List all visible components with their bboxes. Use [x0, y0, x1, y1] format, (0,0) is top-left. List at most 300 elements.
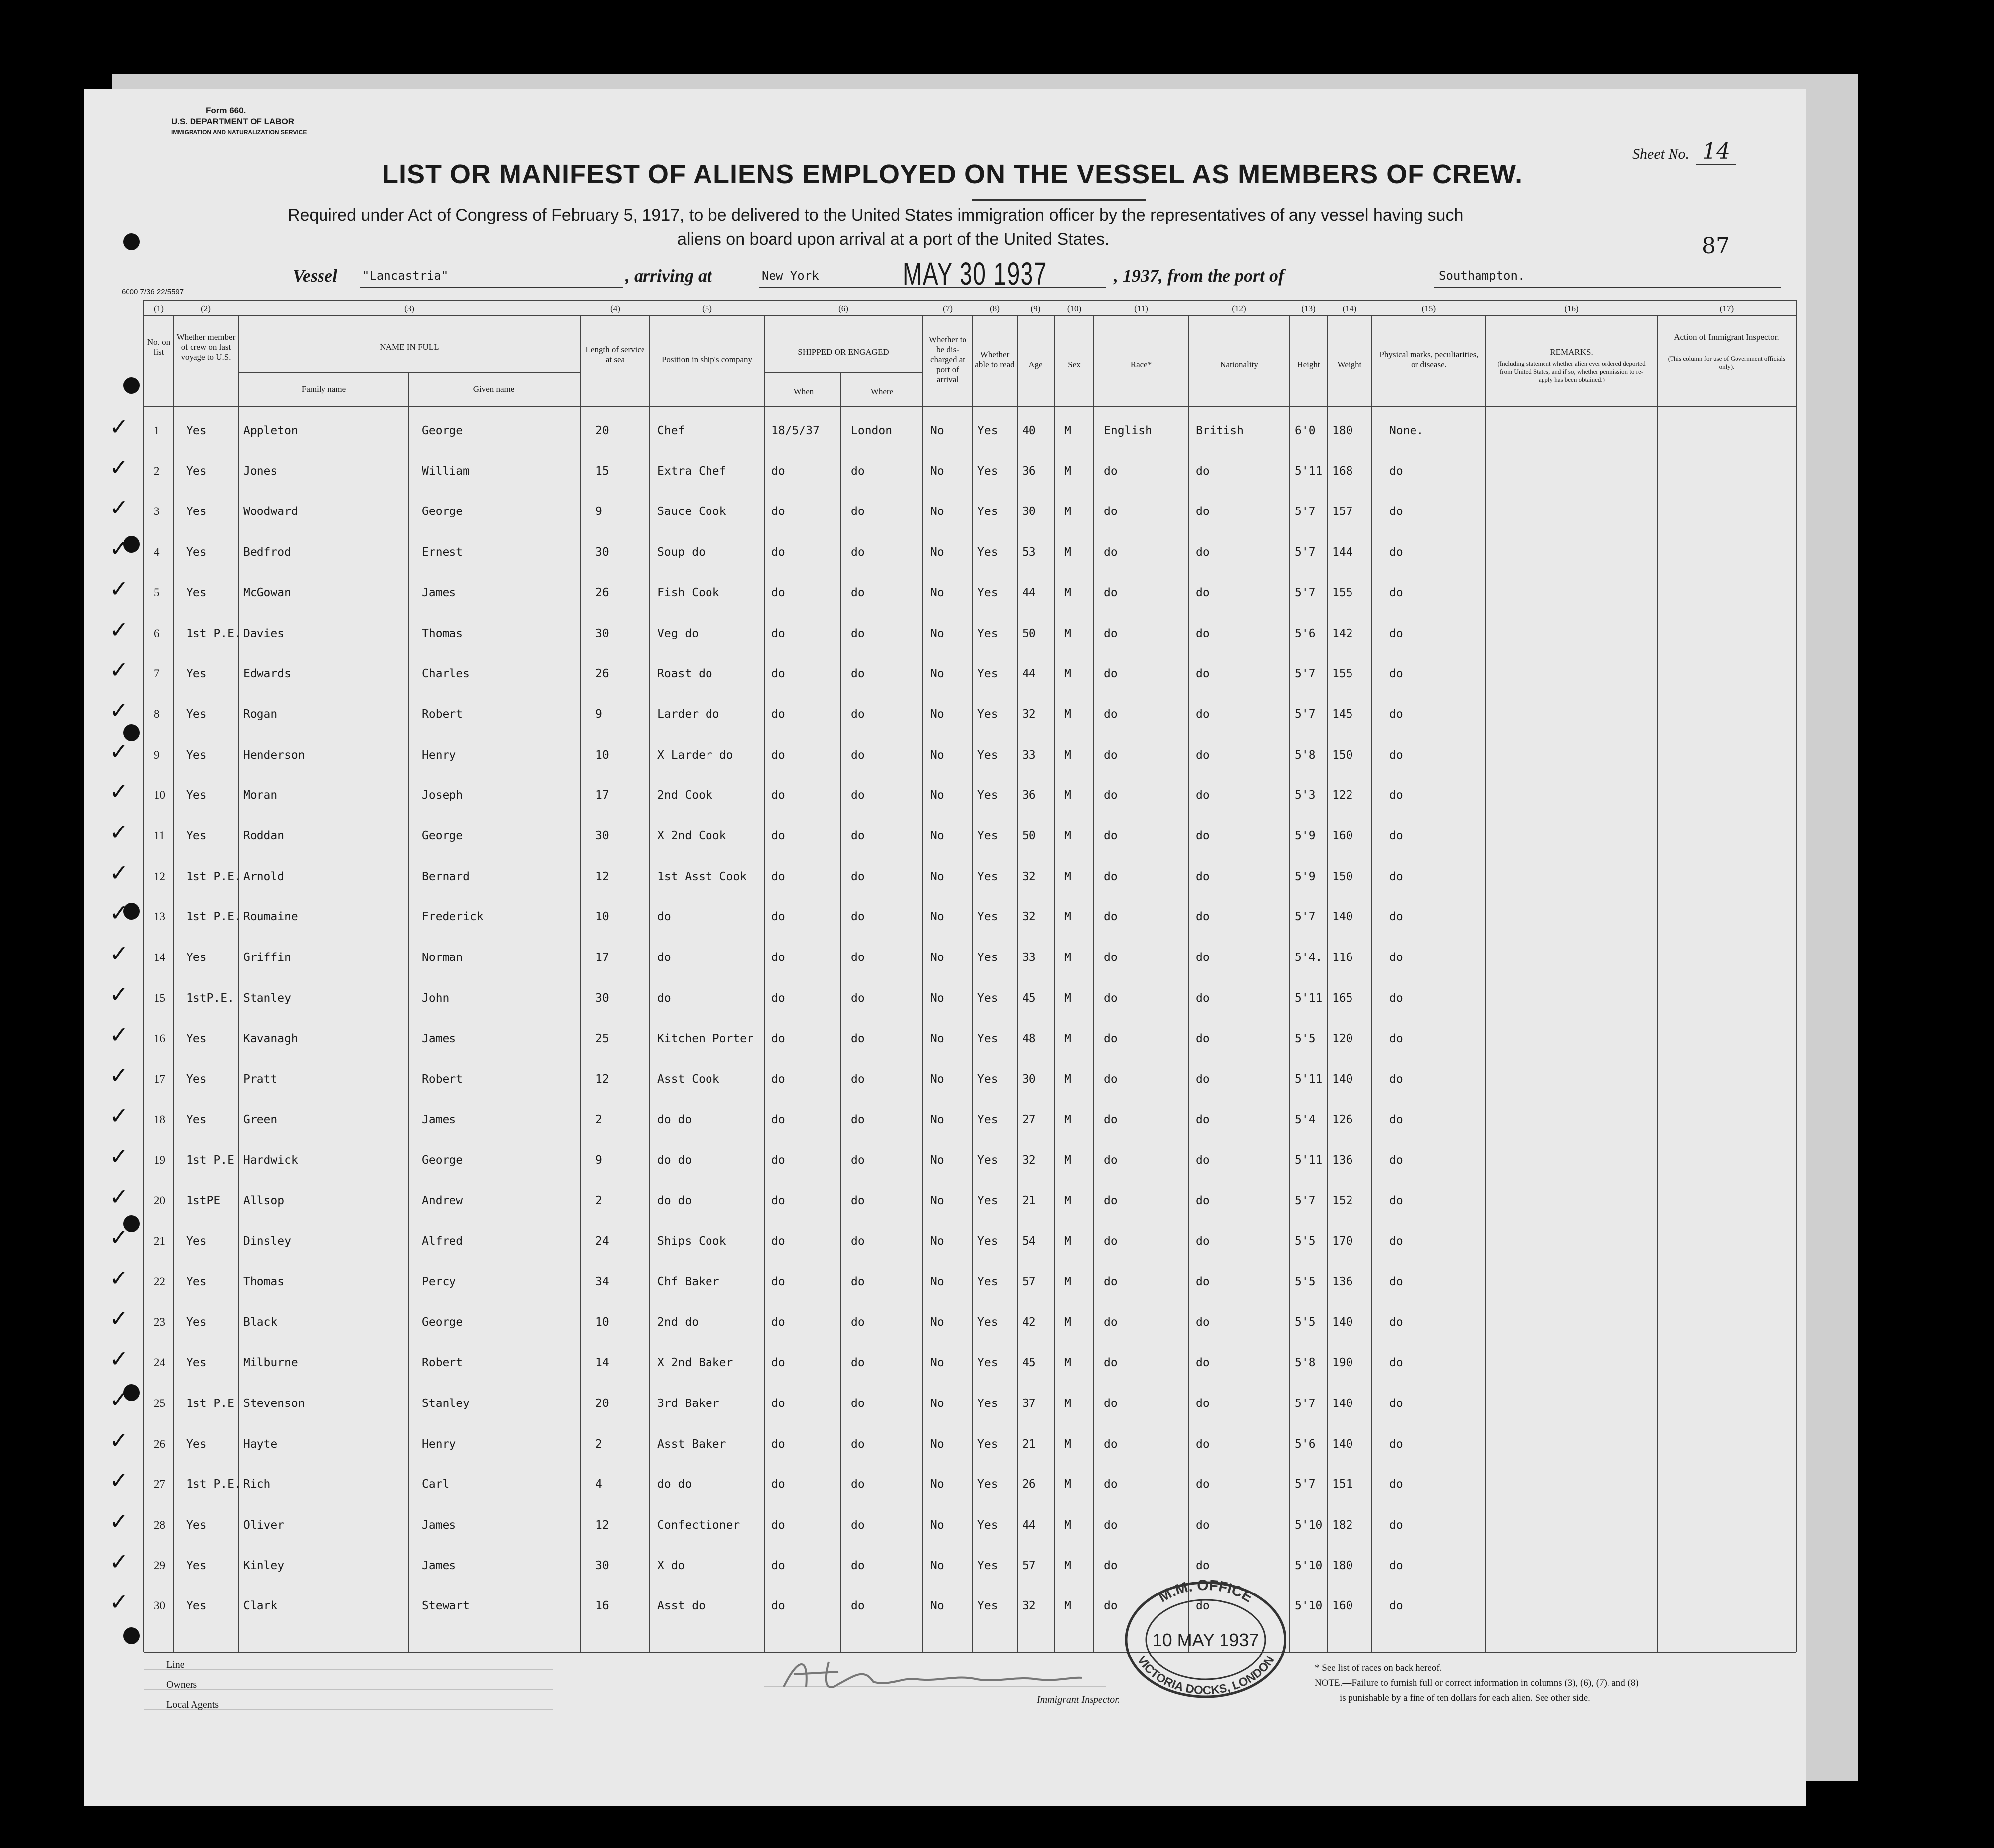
member-cell: Yes: [186, 465, 207, 478]
position-cell: X 2nd Baker: [657, 1356, 733, 1369]
nationality-cell: do: [1196, 1438, 1210, 1451]
able-to-read-cell: Yes: [977, 910, 998, 923]
able-to-read-cell: Yes: [977, 1113, 998, 1126]
age-cell: 36: [1022, 789, 1036, 802]
able-to-read-cell: Yes: [977, 1275, 998, 1288]
service-length-cell: 30: [595, 546, 609, 559]
weight-cell: 150: [1332, 870, 1353, 883]
sex-cell: M: [1064, 870, 1071, 883]
weight-cell: 155: [1332, 586, 1353, 599]
discharge-cell: No: [930, 1154, 944, 1167]
column-number: (16): [1564, 304, 1579, 313]
height-cell: 5'7: [1295, 1478, 1316, 1491]
header-family-name: Family name: [301, 384, 346, 394]
service-length-cell: 4: [595, 1478, 602, 1491]
age-cell: 32: [1022, 708, 1036, 721]
check-mark-icon: ✓: [109, 1102, 129, 1129]
shipped-where-cell: London: [851, 424, 893, 437]
check-mark-icon: ✓: [109, 494, 129, 521]
form-number: Form 660.: [206, 106, 246, 115]
header-shipped-engaged: SHIPPED OR ENGAGED: [798, 347, 889, 357]
member-cell: Yes: [186, 1275, 207, 1288]
discharge-cell: No: [930, 1356, 944, 1369]
member-cell: Yes: [186, 1113, 207, 1126]
given-name-cell: Andrew: [422, 1194, 463, 1207]
service-length-cell: 24: [595, 1235, 609, 1248]
nationality-cell: do: [1196, 1519, 1210, 1531]
service-length-cell: 12: [595, 1073, 609, 1085]
physical-marks-cell: do: [1389, 1559, 1403, 1572]
age-cell: 48: [1022, 1032, 1036, 1045]
penalty-note: NOTE.—Failure to furnish full or correct information in columns (3), (6), (7), and (8): [1315, 1678, 1639, 1688]
service-length-cell: 26: [595, 667, 609, 680]
position-cell: X Larder do: [657, 749, 733, 762]
family-name-cell: Kavanagh: [243, 1032, 298, 1045]
height-cell: 5'7: [1295, 1194, 1316, 1207]
member-cell: 1st P.E.: [186, 627, 241, 640]
row-number: 19: [154, 1154, 165, 1166]
discharge-cell: No: [930, 1559, 944, 1572]
header-name-in-full: NAME IN FULL: [380, 342, 439, 352]
member-cell: Yes: [186, 1559, 207, 1572]
sex-cell: M: [1064, 627, 1071, 640]
discharge-cell: No: [930, 708, 944, 721]
position-cell: 3rd Baker: [657, 1397, 719, 1410]
discharge-cell: No: [930, 1599, 944, 1612]
height-cell: 5'11: [1295, 1073, 1323, 1085]
physical-marks-cell: do: [1389, 910, 1403, 923]
shipped-where-cell: do: [851, 829, 865, 842]
position-cell: Roast do: [657, 667, 712, 680]
check-mark-icon: ✓: [109, 1183, 129, 1210]
age-cell: 30: [1022, 505, 1036, 518]
age-cell: 21: [1022, 1438, 1036, 1451]
given-name-cell: George: [422, 505, 463, 518]
service-length-cell: 17: [595, 951, 609, 964]
family-name-cell: Edwards: [243, 667, 291, 680]
shipped-where-cell: do: [851, 1438, 865, 1451]
able-to-read-cell: Yes: [977, 465, 998, 478]
discharge-cell: No: [930, 829, 944, 842]
sex-cell: M: [1064, 1275, 1071, 1288]
sex-cell: M: [1064, 1235, 1071, 1248]
shipped-where-cell: do: [851, 749, 865, 762]
age-cell: 32: [1022, 1154, 1036, 1167]
family-name-cell: Stevenson: [243, 1397, 305, 1410]
arriving-label: , arriving at: [625, 266, 712, 286]
discharge-cell: No: [930, 992, 944, 1005]
weight-cell: 170: [1332, 1235, 1353, 1248]
weight-cell: 144: [1332, 546, 1353, 559]
member-cell: 1stPE: [186, 1194, 221, 1207]
service-length-cell: 30: [595, 627, 609, 640]
check-mark-icon: ✓: [109, 1508, 129, 1534]
height-cell: 5'4.: [1295, 951, 1323, 964]
race-cell: do: [1104, 505, 1118, 518]
shipped-where-cell: do: [851, 992, 865, 1005]
row-number: 3: [154, 505, 160, 517]
shipped-where-cell: do: [851, 546, 865, 559]
race-cell: do: [1104, 708, 1118, 721]
service-length-cell: 34: [595, 1275, 609, 1288]
nationality-cell: do: [1196, 667, 1210, 680]
weight-cell: 151: [1332, 1478, 1353, 1491]
column-number: (8): [990, 304, 1000, 313]
able-to-read-cell: Yes: [977, 951, 998, 964]
family-name-cell: Roddan: [243, 829, 285, 842]
family-name-cell: Henderson: [243, 749, 305, 762]
row-number: 28: [154, 1519, 165, 1531]
row-number: 14: [154, 951, 165, 963]
nationality-cell: do: [1196, 1397, 1210, 1410]
age-cell: 57: [1022, 1275, 1036, 1288]
sex-cell: M: [1064, 546, 1071, 559]
sex-cell: M: [1064, 1032, 1071, 1045]
header-discharged: Whether to be dis-charged at port of arrival: [929, 335, 966, 384]
given-name-cell: William: [422, 465, 470, 478]
family-name-cell: Allsop: [243, 1194, 285, 1207]
sex-cell: M: [1064, 1113, 1071, 1126]
family-name-cell: Bedfrod: [243, 546, 291, 559]
position-cell: Chf Baker: [657, 1275, 719, 1288]
height-cell: 5'8: [1295, 749, 1316, 762]
age-cell: 27: [1022, 1113, 1036, 1126]
family-name-cell: Stanley: [243, 992, 291, 1005]
given-name-cell: Charles: [422, 667, 470, 680]
check-mark-icon: ✓: [109, 697, 129, 724]
race-note: * See list of races on back hereof.: [1315, 1663, 1442, 1673]
height-cell: 5'5: [1295, 1275, 1316, 1288]
physical-marks-cell: do: [1389, 1519, 1403, 1531]
column-number: (14): [1342, 304, 1357, 313]
service-length-cell: 2: [595, 1438, 602, 1451]
given-name-cell: Stanley: [422, 1397, 470, 1410]
shipped-where-cell: do: [851, 1235, 865, 1248]
check-mark-icon: ✓: [109, 1589, 129, 1615]
row-number: 2: [154, 465, 160, 477]
position-cell: Larder do: [657, 708, 719, 721]
given-name-cell: Henry: [422, 749, 456, 762]
check-mark-icon: ✓: [109, 1143, 129, 1170]
physical-marks-cell: do: [1389, 870, 1403, 883]
check-mark-icon: ✓: [109, 899, 129, 926]
able-to-read-cell: Yes: [977, 586, 998, 599]
family-name-cell: Clark: [243, 1599, 278, 1612]
check-mark-icon: ✓: [109, 1467, 129, 1494]
position-cell: do do: [657, 1478, 692, 1491]
weight-cell: 122: [1332, 789, 1353, 802]
shipped-when-cell: do: [772, 586, 785, 599]
age-cell: 45: [1022, 1356, 1036, 1369]
physical-marks-cell: do: [1389, 1397, 1403, 1410]
shipped-when-cell: do: [772, 1073, 785, 1085]
nationality-cell: do: [1196, 1316, 1210, 1329]
shipped-where-cell: do: [851, 505, 865, 518]
check-mark-icon: ✓: [109, 859, 129, 886]
given-name-cell: Frederick: [422, 910, 484, 923]
check-mark-icon: ✓: [109, 1265, 129, 1291]
shipped-where-cell: do: [851, 1073, 865, 1085]
able-to-read-cell: Yes: [977, 505, 998, 518]
member-cell: 1st P.E.: [186, 1478, 241, 1491]
shipped-where-cell: do: [851, 465, 865, 478]
race-cell: do: [1104, 627, 1118, 640]
shipped-where-cell: do: [851, 1113, 865, 1126]
row-number: 8: [154, 708, 160, 720]
position-cell: do do: [657, 1194, 692, 1207]
shipped-where-cell: do: [851, 1316, 865, 1329]
row-number: 24: [154, 1356, 165, 1369]
height-cell: 5'10: [1295, 1519, 1323, 1531]
race-cell: do: [1104, 1559, 1118, 1572]
physical-marks-cell: do: [1389, 1316, 1403, 1329]
sex-cell: M: [1064, 951, 1071, 964]
race-cell: do: [1104, 465, 1118, 478]
position-cell: Asst do: [657, 1599, 706, 1612]
able-to-read-cell: Yes: [977, 1397, 998, 1410]
able-to-read-cell: Yes: [977, 1519, 998, 1531]
inspector-signature: [779, 1652, 1087, 1697]
sex-cell: M: [1064, 586, 1071, 599]
discharge-cell: No: [930, 1397, 944, 1410]
physical-marks-cell: do: [1389, 505, 1403, 518]
shipped-when-cell: do: [772, 992, 785, 1005]
given-name-cell: James: [422, 1113, 456, 1126]
check-mark-icon: ✓: [109, 616, 129, 643]
physical-marks-cell: do: [1389, 667, 1403, 680]
position-cell: Veg do: [657, 627, 699, 640]
shipped-where-cell: do: [851, 1275, 865, 1288]
shipped-when-cell: do: [772, 465, 785, 478]
position-cell: do: [657, 992, 671, 1005]
discharge-cell: No: [930, 424, 944, 437]
service-length-cell: 30: [595, 992, 609, 1005]
member-cell: Yes: [186, 424, 207, 437]
member-cell: Yes: [186, 789, 207, 802]
mm-office-stamp: [1121, 1578, 1290, 1702]
shipped-where-cell: do: [851, 586, 865, 599]
family-name-cell: Rogan: [243, 708, 278, 721]
service-length-cell: 12: [595, 1519, 609, 1531]
check-mark-icon: ✓: [109, 1345, 129, 1372]
physical-marks-cell: None.: [1389, 424, 1424, 437]
physical-marks-cell: do: [1389, 708, 1403, 721]
check-mark-icon: ✓: [109, 778, 129, 805]
discharge-cell: No: [930, 1275, 944, 1288]
position-cell: do do: [657, 1154, 692, 1167]
race-cell: do: [1104, 1356, 1118, 1369]
sex-cell: M: [1064, 465, 1071, 478]
physical-marks-cell: do: [1389, 1073, 1403, 1085]
svg-text:M.M. OFFICE: [1156, 1578, 1256, 1606]
shipped-when-cell: do: [772, 505, 785, 518]
race-cell: do: [1104, 1275, 1118, 1288]
able-to-read-cell: Yes: [977, 708, 998, 721]
able-to-read-cell: Yes: [977, 789, 998, 802]
given-name-cell: Robert: [422, 1073, 463, 1085]
check-mark-icon: ✓: [109, 413, 129, 440]
race-cell: do: [1104, 1073, 1118, 1085]
race-cell: do: [1104, 1599, 1118, 1612]
able-to-read-cell: Yes: [977, 1032, 998, 1045]
member-cell: Yes: [186, 829, 207, 842]
shipped-where-cell: do: [851, 870, 865, 883]
family-name-cell: Woodward: [243, 505, 298, 518]
year-label: , 1937, from the port of: [1114, 266, 1285, 286]
able-to-read-cell: Yes: [977, 1154, 998, 1167]
race-cell: do: [1104, 829, 1118, 842]
height-cell: 5'7: [1295, 910, 1316, 923]
shipped-when-cell: do: [772, 1397, 785, 1410]
service-length-cell: 30: [595, 829, 609, 842]
nationality-cell: do: [1196, 789, 1210, 802]
svg-text:VICTORIA DOCKS, LONDON: [1135, 1654, 1277, 1697]
nationality-cell: do: [1196, 1478, 1210, 1491]
weight-cell: 126: [1332, 1113, 1353, 1126]
discharge-cell: No: [930, 870, 944, 883]
race-cell: do: [1104, 992, 1118, 1005]
given-name-cell: John: [422, 992, 450, 1005]
sex-cell: M: [1064, 789, 1071, 802]
race-cell: do: [1104, 1194, 1118, 1207]
service-length-cell: 10: [595, 1316, 609, 1329]
family-name-cell: Dinsley: [243, 1235, 291, 1248]
shipped-when-cell: do: [772, 1599, 785, 1612]
check-mark-icon: ✓: [109, 981, 129, 1008]
departure-port: Southampton.: [1439, 269, 1525, 283]
stamp-bottom-text: VICTORIA DOCKS, LONDON: [1134, 1654, 1277, 1698]
age-cell: 57: [1022, 1559, 1036, 1572]
given-name-cell: James: [422, 1559, 456, 1572]
family-name-cell: Thomas: [243, 1275, 285, 1288]
check-mark-icon: ✓: [109, 1224, 129, 1251]
shipped-where-cell: do: [851, 1356, 865, 1369]
weight-cell: 142: [1332, 627, 1353, 640]
discharge-cell: No: [930, 586, 944, 599]
column-number: (15): [1421, 304, 1436, 313]
owners-label: Owners: [166, 1679, 197, 1690]
line-label: Line: [166, 1659, 185, 1670]
discharge-cell: No: [930, 667, 944, 680]
member-cell: 1st P.E.: [186, 910, 241, 923]
column-number: (13): [1301, 304, 1316, 313]
sex-cell: M: [1064, 1356, 1071, 1369]
race-cell: do: [1104, 1113, 1118, 1126]
family-name-cell: Arnold: [243, 870, 285, 883]
weight-cell: 150: [1332, 749, 1353, 762]
nationality-cell: do: [1196, 1599, 1210, 1612]
height-cell: 5'7: [1295, 667, 1316, 680]
requirement-line-2: aliens on board upon arrival at a port of the United States.: [677, 230, 1110, 249]
physical-marks-cell: do: [1389, 1113, 1403, 1126]
family-name-cell: McGowan: [243, 586, 291, 599]
service-length-cell: 10: [595, 749, 609, 762]
shipped-when-cell: do: [772, 1194, 785, 1207]
shipped-where-cell: do: [851, 951, 865, 964]
sex-cell: M: [1064, 1599, 1071, 1612]
member-cell: Yes: [186, 1599, 207, 1612]
sex-cell: M: [1064, 829, 1071, 842]
position-cell: Soup do: [657, 546, 706, 559]
race-cell: do: [1104, 1397, 1118, 1410]
weight-cell: 116: [1332, 951, 1353, 964]
arrival-port: New York: [762, 269, 819, 283]
height-cell: 5'11: [1295, 465, 1323, 478]
position-cell: do: [657, 910, 671, 923]
check-mark-icon: ✓: [109, 1386, 129, 1413]
sex-cell: M: [1064, 1438, 1071, 1451]
family-name-cell: Hayte: [243, 1438, 278, 1451]
sex-cell: M: [1064, 424, 1071, 437]
family-name-cell: Pratt: [243, 1073, 278, 1085]
age-cell: 44: [1022, 1519, 1036, 1531]
column-number: (11): [1134, 304, 1148, 313]
service-length-cell: 17: [595, 789, 609, 802]
service-length-cell: 25: [595, 1032, 609, 1045]
family-name-cell: Davies: [243, 627, 285, 640]
height-cell: 5'7: [1295, 586, 1316, 599]
position-cell: do: [657, 951, 671, 964]
row-number: 7: [154, 667, 160, 680]
position-cell: Fish Cook: [657, 586, 719, 599]
age-cell: 42: [1022, 1316, 1036, 1329]
stamp-date: 10 MAY 1937: [1152, 1630, 1259, 1650]
age-cell: 45: [1022, 992, 1036, 1005]
discharge-cell: No: [930, 789, 944, 802]
race-cell: do: [1104, 870, 1118, 883]
row-number: 18: [154, 1113, 165, 1126]
weight-cell: 190: [1332, 1356, 1353, 1369]
physical-marks-cell: do: [1389, 1356, 1403, 1369]
row-number: 27: [154, 1478, 165, 1490]
family-name-cell: Jones: [243, 465, 278, 478]
able-to-read-cell: Yes: [977, 1599, 998, 1612]
sex-cell: M: [1064, 1478, 1071, 1491]
check-mark-icon: ✓: [109, 1305, 129, 1332]
header-given-name: Given name: [473, 384, 515, 394]
height-cell: 5'5: [1295, 1032, 1316, 1045]
height-cell: 5'5: [1295, 1316, 1316, 1329]
nationality-cell: do: [1196, 1235, 1210, 1248]
position-cell: Confectioner: [657, 1519, 740, 1531]
family-name-cell: Appleton: [243, 424, 298, 437]
position-cell: Extra Chef: [657, 465, 726, 478]
discharge-cell: No: [930, 749, 944, 762]
row-number: 4: [154, 546, 160, 558]
nationality-cell: do: [1196, 1032, 1210, 1045]
sex-cell: M: [1064, 749, 1071, 762]
row-number: 26: [154, 1438, 165, 1450]
weight-cell: 140: [1332, 1073, 1353, 1085]
arrival-date-stamp: MAY 30 1937: [903, 256, 1047, 292]
shipped-where-cell: do: [851, 667, 865, 680]
shipped-when-cell: do: [772, 667, 785, 680]
sheet-number-label: Sheet No.: [1632, 146, 1689, 162]
given-name-cell: Joseph: [422, 789, 463, 802]
weight-cell: 168: [1332, 465, 1353, 478]
discharge-cell: No: [930, 1316, 944, 1329]
nationality-cell: do: [1196, 870, 1210, 883]
nationality-cell: do: [1196, 749, 1210, 762]
given-name-cell: George: [422, 424, 463, 437]
header-sex: Sex: [1068, 360, 1081, 369]
member-cell: Yes: [186, 708, 207, 721]
shipped-when-cell: do: [772, 951, 785, 964]
physical-marks-cell: do: [1389, 1599, 1403, 1612]
race-cell: do: [1104, 789, 1118, 802]
form-code: 6000 7/36 22/5597: [122, 288, 184, 296]
stamp-top-text: M.M. OFFICE: [1156, 1578, 1256, 1606]
